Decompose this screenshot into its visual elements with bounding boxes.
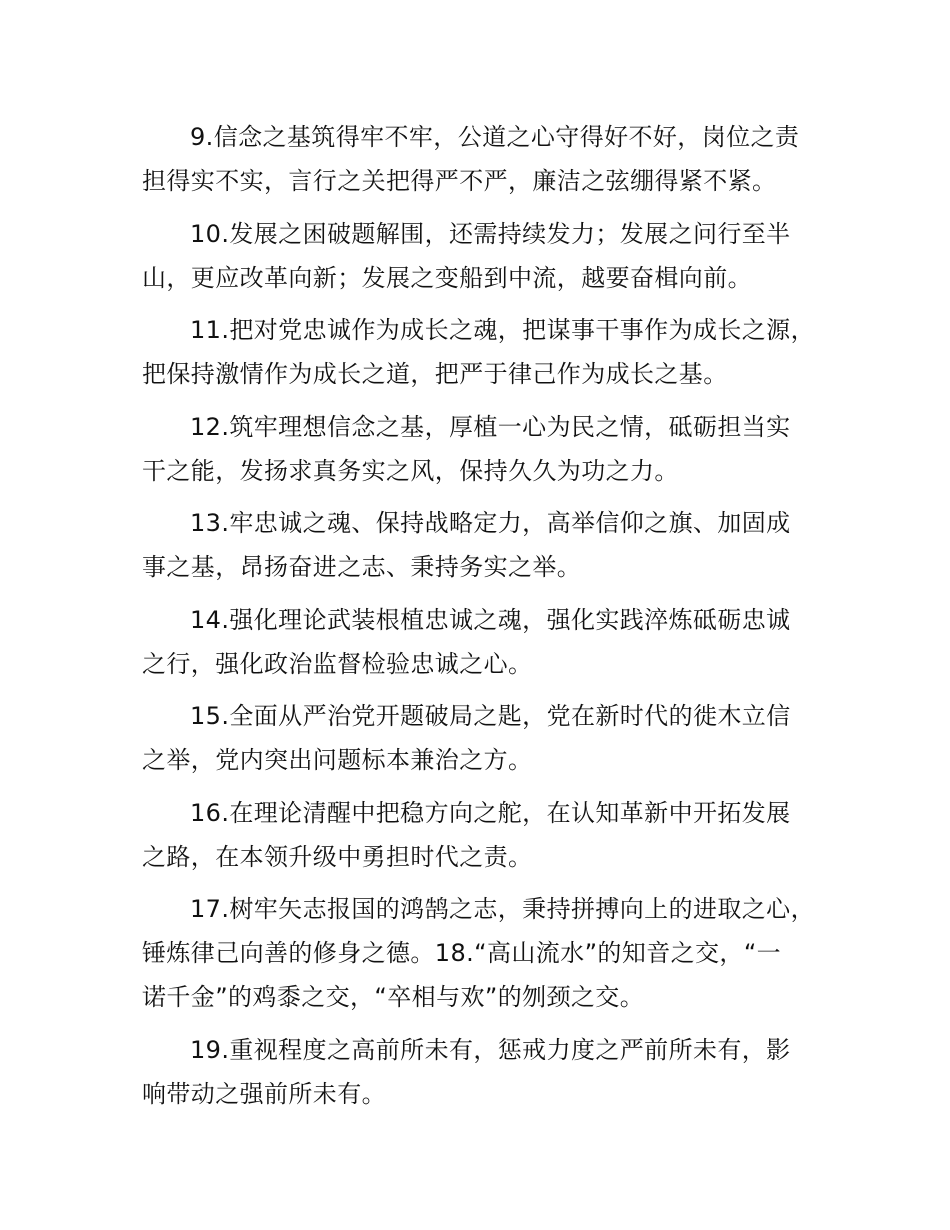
paragraph: [142, 501, 842, 589]
text-line: 之行，强化政治监督检验忠诚之心。: [142, 649, 533, 678]
text-line: 锤炼律己向善的修身之德。18.“高山流水”的知音之交，“一: [142, 939, 782, 967]
text-line: 15.全面从严治党开题破局之匙，党在新时代的徙木立信: [190, 702, 791, 730]
paragraph: [142, 791, 842, 879]
paragraph: [142, 405, 842, 493]
paragraph: [142, 598, 842, 686]
paragraph: [142, 115, 842, 203]
text-line: 山，更应改革向新；发展之变船到中流，越要奋楫向前。: [142, 263, 752, 292]
text-line: 10.发展之困破题解围，还需持续发力；发展之问行至半: [190, 219, 791, 248]
text-line: 之举，党内突出问题标本兼治之方。: [142, 746, 533, 774]
text-line: 担得实不实，言行之关把得严不严，廉洁之弦绷得紧不紧。: [142, 167, 777, 195]
paragraph: [142, 308, 842, 396]
text-line: 19.重视程度之高前所未有，惩戒力度之严前所未有，影: [190, 1035, 791, 1064]
text-line: 11.把对党忠诚作为成长之魂，把谋事干事作为成长之源，: [190, 316, 815, 344]
text-line: 之路，在本领升级中勇担时代之责。: [142, 842, 533, 871]
text-line: 16.在理论清醒中把稳方向之舵，在认知革新中开拓发展: [190, 798, 791, 827]
document-page: [142, 115, 842, 1124]
text-line: 14.强化理论武装根植忠诚之魂，强化实践淬炼砥砺忠诚: [190, 605, 791, 634]
text-line: 诺千金”的鸡黍之交，“卒相与欢”的刎颈之交。: [142, 983, 645, 1011]
text-line: 事之基，昂扬奋进之志、秉持务实之举。: [142, 553, 582, 581]
text-line: 响带动之强前所未有。: [142, 1079, 386, 1108]
text-line: 12.筑牢理想信念之基，厚植一心为民之情，砥砺担当实: [190, 412, 791, 441]
text-line: 17.树牢矢志报国的鸿鹄之志，秉持拼搏向上的进取之心，: [190, 895, 815, 923]
text-line: 把保持激情作为成长之道，把严于律己作为成长之基。: [142, 360, 728, 388]
text-line: 9.信念之基筑得牢不牢，公道之心守得好不好，岗位之责: [190, 123, 800, 151]
text-line: 13.牢忠诚之魂、保持战略定力，高举信仰之旗、加固成: [190, 509, 791, 537]
text-line: 干之能，发扬求真务实之风，保持久久为功之力。: [142, 456, 679, 485]
paragraph: [142, 1028, 842, 1116]
paragraph: [142, 694, 842, 782]
paragraph: [142, 887, 842, 1019]
paragraph: [142, 212, 842, 300]
